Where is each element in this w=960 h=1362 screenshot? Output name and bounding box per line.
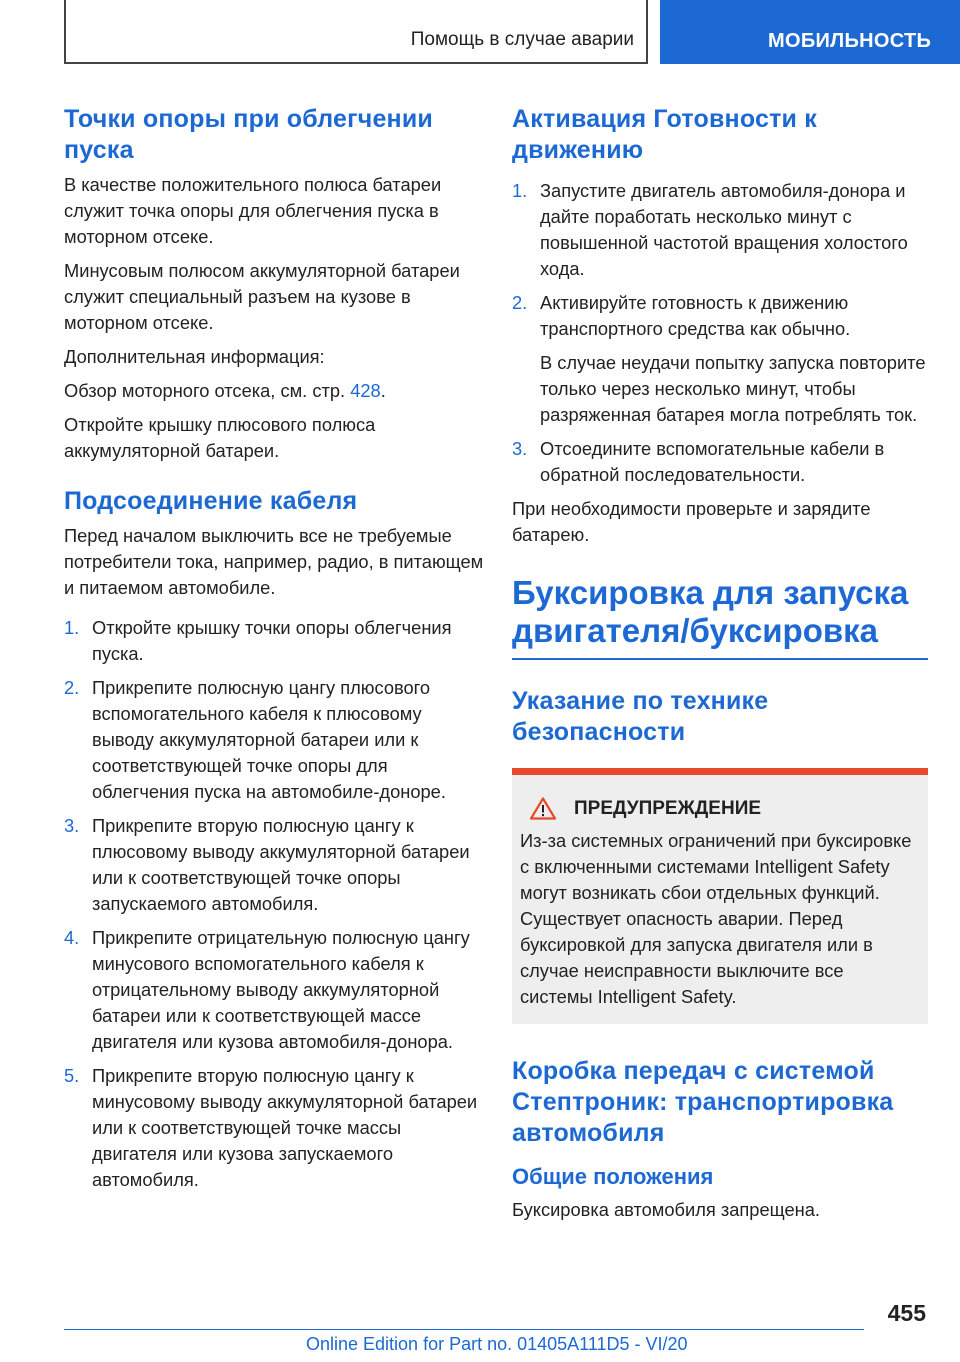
list-item — [512, 290, 928, 428]
footer-edition: Online Edition for Part no. 01405A111D5 - VI/20 — [306, 1334, 688, 1354]
step-number: 1. — [64, 617, 80, 638]
step-number: 5. — [64, 1065, 80, 1086]
warning-text: Из-за системных ограничений при буксировке с включенными системами Intelligent Safety могут возникать сбои отдельных функций. Существует опасность аварии. Перед буксировкой для запуска двигателя или в случае неисправности выключите все системы Intelligent Safety. — [520, 830, 912, 1007]
step-number: 4. — [64, 927, 80, 948]
step-text: Прикрепите отрицательную полюсную цангу минусового вспомогательного кабеля к отрицательному выводу аккумуляторной батареи или к соответствующей массе двигателя или кузова автомобиля-донора. — [92, 927, 470, 1052]
list-item — [512, 436, 928, 488]
paragraph-with-reference — [64, 378, 484, 404]
section-title-jump-points: Точки опоры при облегчении пуска — [64, 105, 433, 164]
chapter-title-towing: Буксировка для запуска двигателя/буксировка — [512, 574, 928, 660]
footer-divider — [64, 1329, 864, 1330]
paragraph: Дополнительная информация: — [64, 346, 325, 367]
list-item — [64, 925, 484, 1055]
warning-triangle-icon — [530, 797, 556, 820]
step-text: Прикрепите вторую полюсную цангу к минусовому выводу аккумуляторной батареи или к соответствующей точке массы двигателя или кузова запускаемого автомобиля. — [92, 1065, 478, 1190]
section-title-safety: Указание по технике безопасности — [512, 687, 769, 746]
list-item — [64, 675, 484, 805]
list-item — [512, 178, 928, 282]
paragraph: Перед началом выключить все не требуемые потребители тока, например, радио, в питающем и питаемом автомобиле. — [64, 525, 484, 598]
step-text: Прикрепите вторую полюсную цангу к плюсовому выводу аккумуляторной батареи или к соответствующей точке опоры запускаемого автомобиля. — [92, 815, 470, 914]
header-section-box — [64, 0, 648, 64]
cable-steps-list — [64, 615, 484, 1193]
list-item — [64, 615, 484, 667]
header-chapter-tab: МОБИЛЬНОСТЬ — [660, 0, 960, 64]
step-text: Запустите двигатель автомобиля-донора и дайте поработать несколько минут с повышенной частотой вращения холостого хода. — [540, 180, 908, 279]
warning-title: ПРЕДУПРЕЖДЕНИЕ — [574, 797, 762, 819]
list-item — [64, 1063, 484, 1193]
warning-header — [520, 797, 918, 820]
header-section-title: Помощь в случае аварии — [410, 29, 634, 50]
reference-text: Обзор моторного отсека, см. стр. — [64, 380, 346, 401]
paragraph: Минусовым полюсом аккумуляторной батареи служит специальный разъем на кузове в моторном отсеке. — [64, 260, 460, 333]
reference-end: . — [380, 380, 386, 401]
section-title-cable-connection: Подсоединение кабеля — [64, 487, 358, 515]
step-text: Откройте крышку точки опоры облегчения пуска. — [92, 617, 452, 664]
left-column — [64, 104, 484, 1201]
step-number: 2. — [512, 292, 528, 313]
page-reference-link[interactable]: 428 — [350, 380, 381, 401]
section-title-drive-ready: Активация Готовности к движению — [512, 105, 817, 164]
drive-ready-steps-list — [512, 178, 928, 488]
paragraph: При необходимости проверьте и зарядите батарею. — [512, 498, 871, 545]
step-note: В случае неудачи попытку запуска повторите только через несколько минут, чтобы разряженная батарея могла потреблять ток. — [540, 352, 926, 425]
step-text: Активируйте готовность к движению транспортного средства как обычно. — [540, 292, 851, 339]
list-item — [64, 813, 484, 917]
step-number: 3. — [64, 815, 80, 836]
warning-box — [512, 768, 928, 1024]
paragraph: Буксировка автомобиля запрещена. — [512, 1199, 820, 1220]
subsection-title-general: Общие положения — [512, 1164, 714, 1189]
step-text: Отсоедините вспомогательные кабели в обратной последовательности. — [540, 438, 885, 485]
step-text: Прикрепите полюсную цангу плюсового вспомогательного кабеля к плюсовому выводу аккумуляторной батареи или к соответствующей точке опоры для облегчения пуска на автомобиле-доноре. — [92, 677, 446, 802]
paragraph: Откройте крышку плюсового полюса аккумуляторной батареи. — [64, 414, 376, 461]
paragraph: В качестве положительного полюса батареи служит точка опоры для облегчения пуска в моторном отсеке. — [64, 174, 442, 247]
step-number: 3. — [512, 438, 528, 459]
step-number: 1. — [512, 180, 528, 201]
page-number: 455 — [887, 1300, 926, 1326]
step-number: 2. — [64, 677, 80, 698]
section-title-steptronic: Коробка передач с системой Стептроник: транспортировка автомобиля — [512, 1057, 894, 1147]
right-column — [512, 104, 928, 1231]
